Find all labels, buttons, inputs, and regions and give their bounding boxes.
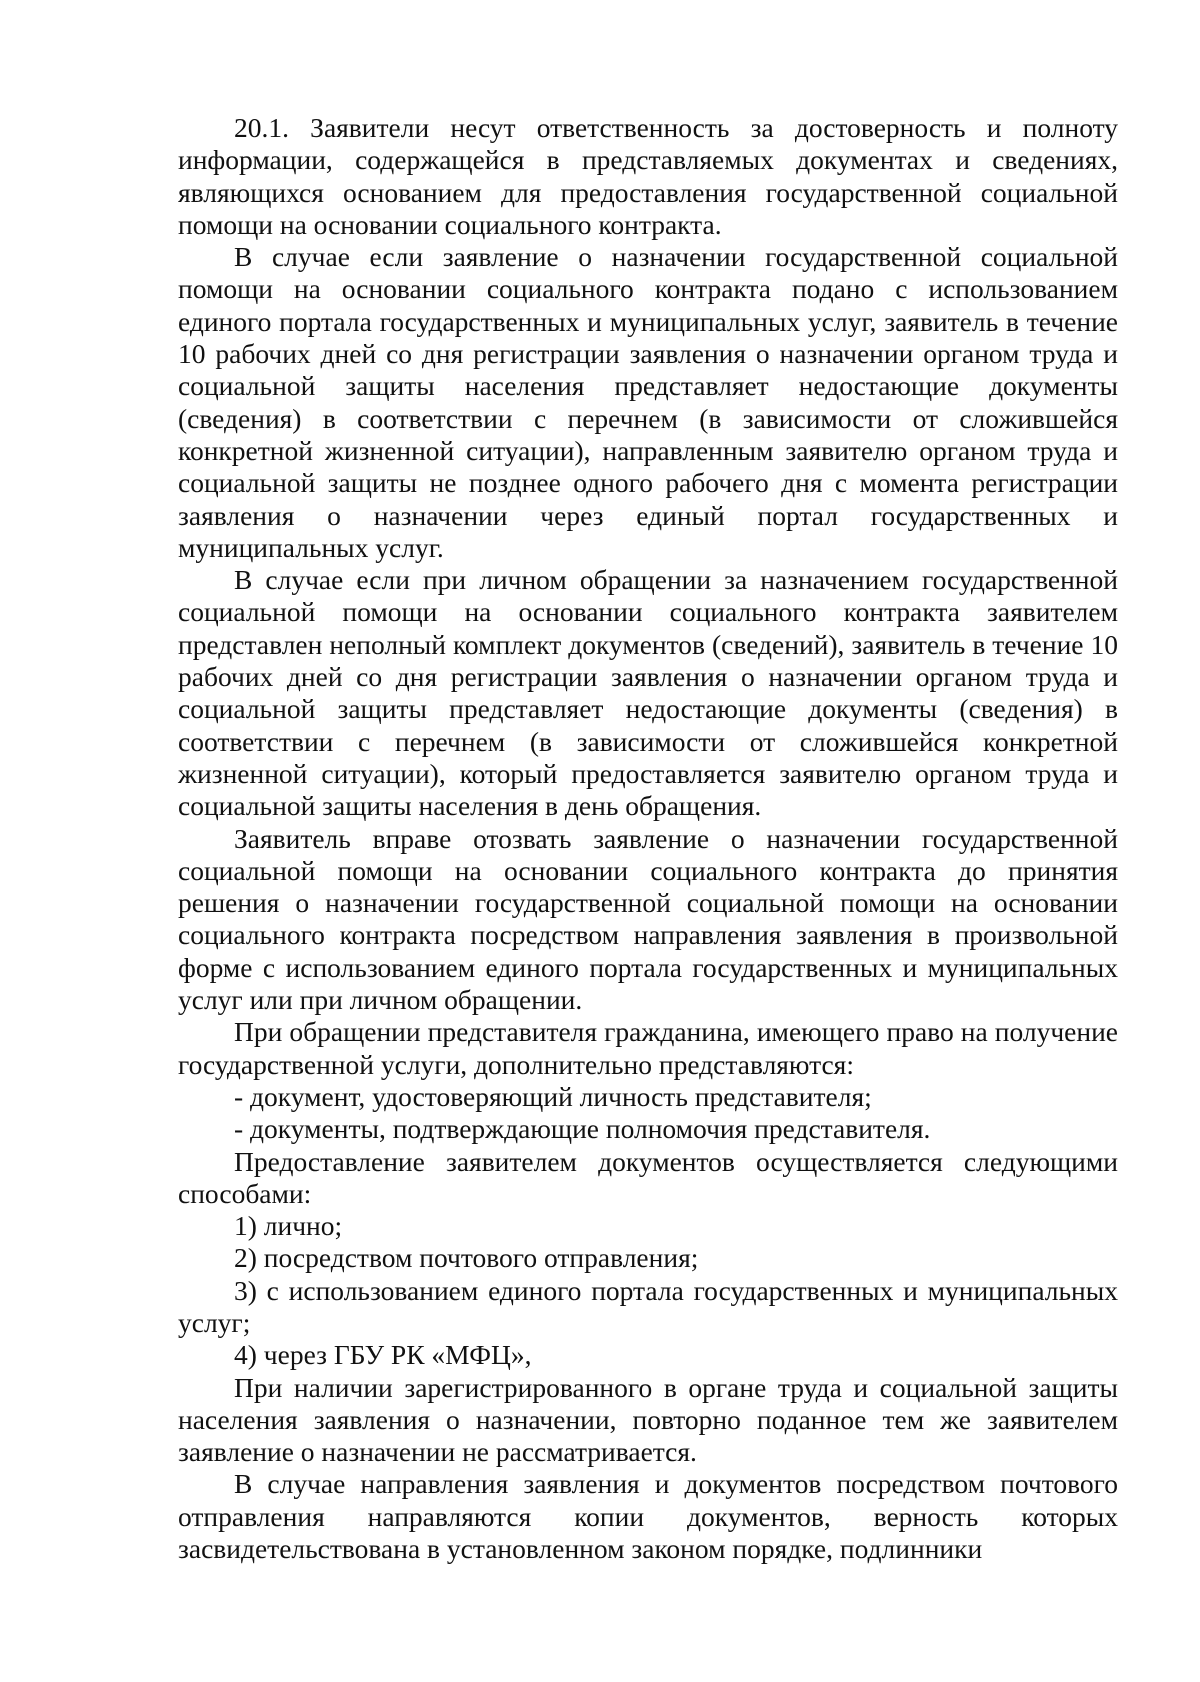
- list-item-authority-documents: - документы, подтверждающие полномочия представителя.: [234, 1113, 931, 1145]
- document-body: [178, 112, 1118, 1565]
- paragraph-submission-methods: Предоставление заявителем документов осуществляется следующими способами:: [178, 1145, 1118, 1209]
- method-item-in-person: 1) лично;: [234, 1210, 343, 1242]
- method-item-portal: 3) с использованием единого портала государственных и муниципальных услуг;: [178, 1274, 1118, 1338]
- paragraph-representative: При обращении представителя гражданина, имеющего право на получение государственной услуги, дополнительно представляются:: [178, 1016, 1118, 1080]
- paragraph-personal-submission: В случае если при личном обращении за назначением государственной социальной помощи на основании социального контракта заявителем представлен неполный комплект документов (сведений), заявитель в течение 10 рабочих дней со дня регистрации заявления о назначении органом труда и социальной защиты представляет недостающие документы (сведения) в соответствии с перечнем (в зависимости от сложившейся конкретной жизненной ситуации), который предоставляется заявителю органом труда и социальной защиты населения в день обращения.: [178, 564, 1118, 822]
- method-item-mfc: 4) через ГБУ РК «МФЦ»,: [234, 1339, 532, 1371]
- paragraph-portal-submission: В случае если заявление о назначении государственной социальной помощи на основании социального контракта подано с использованием единого портала государственных и муниципальных услуг, заявитель в течение 10 рабочих дней со дня регистрации заявления о назначении органом труда и социальной защиты населения представляет недостающие документы (сведения) в соответствии с перечнем (в зависимости от сложившейся конкретной жизненной ситуации), направленным заявителю органом труда и социальной защиты не позднее одного рабочего дня с момента регистрации заявления о назначении через единый портал государственных и муниципальных услуг.: [178, 241, 1118, 563]
- list-item-identity-document: - документ, удостоверяющий личность представителя;: [234, 1080, 872, 1112]
- paragraph-20-1: 20.1. Заявители несут ответственность за достоверность и полноту информации, содержащейся в представляемых документах и сведениях, являющихся основанием для предоставления государственной социальной помощи на основании социального контракта.: [178, 112, 1118, 240]
- paragraph-withdrawal: Заявитель вправе отозвать заявление о назначении государственной социальной помощи на основании социального контракта до принятия решения о назначении государственной социальной помощи на основании социального контракта посредством направления заявления в произвольной форме с использованием единого портала государственных и муниципальных услуг или при личном обращении.: [178, 822, 1118, 1016]
- method-item-postal: 2) посредством почтового отправления;: [234, 1242, 699, 1274]
- paragraph-postal-copies: В случае направления заявления и документов посредством почтового отправления направляются копии документов, верность которых засвидетельствована в установленном законом порядке, подлинники: [178, 1468, 1118, 1565]
- paragraph-repeat-application: При наличии зарегистрированного в органе труда и социальной защиты населения заявления о назначении, повторно поданное тем же заявителем заявление о назначении не рассматривается.: [178, 1371, 1118, 1468]
